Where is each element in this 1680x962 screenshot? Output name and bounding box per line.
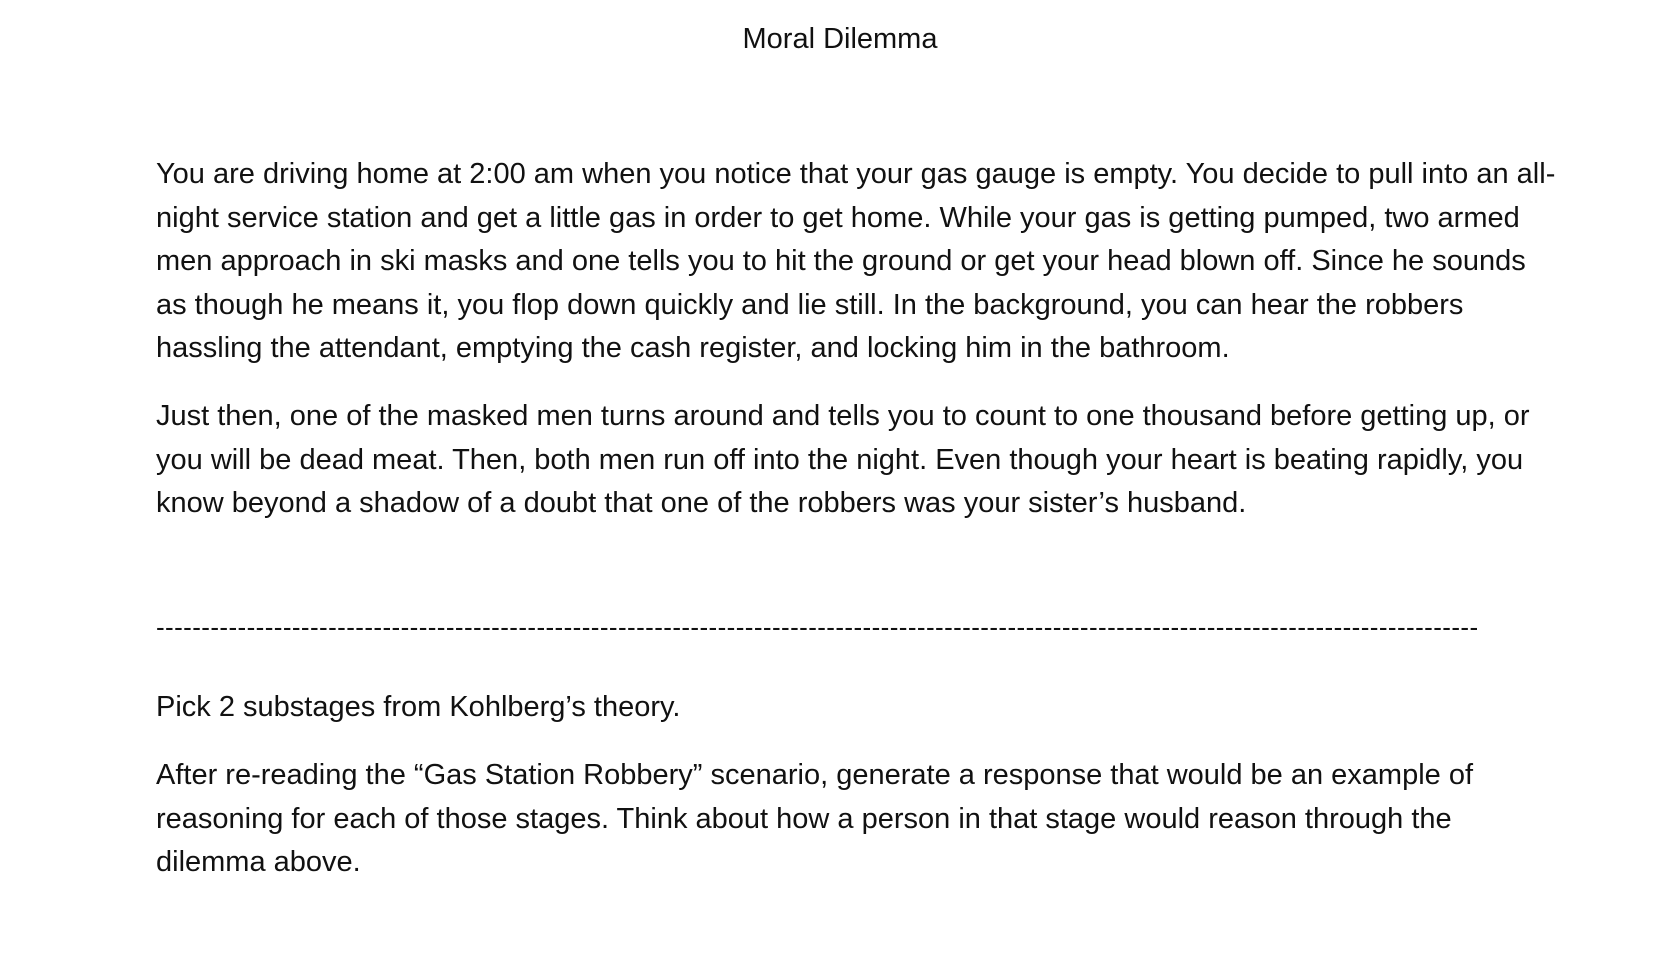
instruction-generate-response: After re-reading the “Gas Station Robbery” scenario, generate a response that would be an example of reasoning for each of those stages. Think about how a person in that stage would reason through the dilemma above.	[156, 759, 1474, 878]
scenario-paragraph-2: Just then, one of the masked men turns around and tells you to count to one thousand before getting up, or you will be dead meat. Then, both men run off into the night. Even though your heart is beating rapidly, you know beyond a shadow of a doubt that one of the robbers was your sister’s husband.	[156, 400, 1530, 519]
document-title: Moral Dilemma	[742, 23, 938, 55]
dashed-divider: --------------------------------------------------------------------------------------------------------------------------------------------------	[156, 617, 1479, 637]
instruction-pick-substages: Pick 2 substages from Kohlberg’s theory.	[156, 691, 681, 723]
scenario-paragraph-1: You are driving home at 2:00 am when you notice that your gas gauge is empty. You decide to pull into an all-night service station and get a little gas in order to get home. While your gas is getting pumped, two armed men approach in ski masks and one tells you to hit the ground or get your head blown off. Since he sounds as though he means it, you flop down quickly and lie still. In the background, you can hear the robbers hassling the attendant, emptying the cash register, and locking him in the bathroom.	[156, 158, 1556, 364]
